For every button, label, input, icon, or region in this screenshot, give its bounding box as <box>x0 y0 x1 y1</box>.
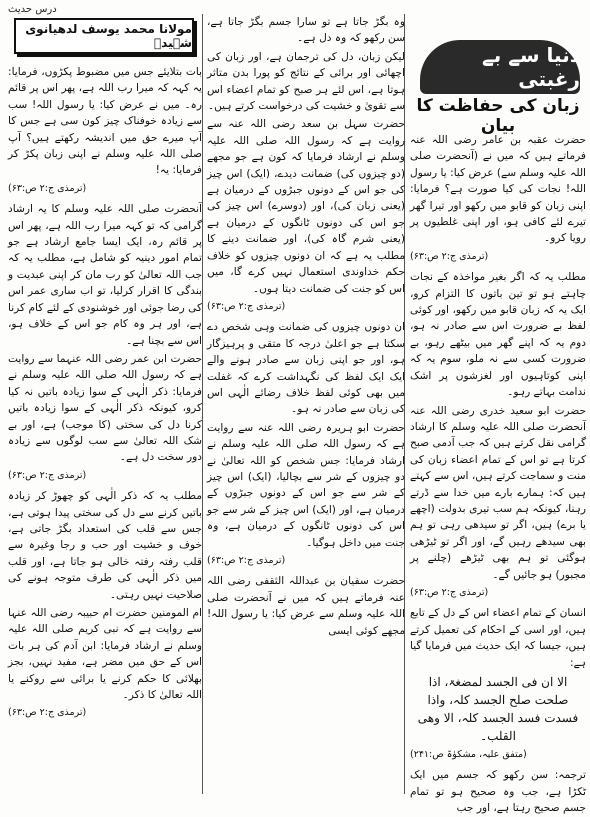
section-banner <box>420 40 580 94</box>
reference-citation: (ترمذی ج:۲ ص:۶۳) <box>8 469 87 481</box>
reference-citation: (ترمذی ج:۲ ص:۶۳) <box>8 182 87 194</box>
paragraph: ان دونوں چیزوں کی ضمانت وہی شخص دے سکتا ہے جو اعلیٰ درجہ کا متقی و پرہیزگار ہو، اور جو اپنی زبان سے صادر ہونے والے ایک ایک لفظ کی نگہداشت کرے کہ غفلت میں بھی کوئی لفظ خلاف رضائے الٰہی اس کی زبان سے صادر نہ ہو۔ <box>207 321 405 416</box>
paragraph: مطلب یہ کہ اگر بغیر مواخذہ کے نجات چاہتے ہو تو تین باتوں کا التزام کرو، ایک یہ کہ زبان قابو میں رکھو، اور کوئی لفظ بے ضرورت اس سے صادر نہ ہو، دوم یہ کہ اپنے گھر میں بیٹھے رہو، بے ضرورت کسی سے نہ ملو، سوم یہ کہ اپنی کوتاہیوں اور لغزشوں پر اشک ندامت بہاتے رہو۔ <box>410 271 586 399</box>
banner-text: دنیا سے بے رغبتی <box>482 43 580 91</box>
reference-citation: (ترمذی ج:۲ ص:۶۳) <box>410 586 489 598</box>
article-title: زبان کی حفاظت کا بیان <box>416 96 580 136</box>
right-column-body <box>410 132 586 817</box>
left-column-body <box>8 64 202 722</box>
left-column <box>6 64 204 794</box>
reference-citation: (ترمذی ج:۲ ص:۶۳) <box>8 707 87 719</box>
paragraph: انسان کے تمام اعضاء اس کے دل کے تابع ہیں، اور اسی کے احکام کی تعمیل کرتے ہیں، جیسا کہ ایک حدیث میں فرمایا گیا ہے: <box>410 607 586 669</box>
author-box <box>14 18 194 54</box>
middle-column <box>205 14 407 794</box>
section-tag: درس حدیث <box>8 4 57 15</box>
paragraph: بات بتلایئے جس میں مضبوط پکڑوں، فرمایا: یہ کہہ کہ میرا رب اللہ ہے، پھر اس پر قائم رہ۔ میں نے عرض کیا: یا رسول اللہ! سب سے زیادہ خوفناک چیز کون سی ہے جس کا آپ میرے حق میں اندیشہ رکھتے ہیں؟ آپ صلی اللہ علیہ وسلم نے اپنی زبان پکڑ کر فرمایا: یہ! <box>8 66 202 177</box>
paragraph: آنحضرت صلی اللہ علیہ وسلم کا یہ ارشاد گرامی کہ تو کہہ میرا رب اللہ ہے، پھر اس پر قائم رہ، ایک ایسا جامع ارشاد ہے جو تمام امور دینیہ کو شامل ہے، مطلب یہ کہ جب اللہ تعالیٰ کو رب مان کر اپنی عبدیت و بندگی کا اقرار کرلیا، تو اب ساری عمر اس کی رضا جوئی اور خوشنودی کے لئے کام کرنا ہے، اور ہر وہ کام جو اس کے خلاف ہو، اس سے بچنا ہے۔ <box>8 203 202 347</box>
arabic-hadith-text: الا ان فی الجسد لمضغۃ، اذا صلحت صلح الجسد کلہ، واذا فسدت فسد الجسد کلہ، الا وھی القلب۔ <box>417 675 579 743</box>
reference-citation: (ترمذی ج:۲ ص:۶۳) <box>410 250 489 262</box>
paragraph: ترجمہ: سن رکھو کہ جسم میں ایک ٹکڑا ہے، جب وہ صحیح ہو تو تمام جسم صحیح رہتا ہے، اور جب <box>410 769 586 815</box>
paragraph: حضرت ابن عمر رضی اللہ عنہما سے روایت ہے کہ رسول اللہ صلی اللہ علیہ وسلم نے فرمایا: ذکر الٰہی کے سوا زیادہ باتیں نہ کیا کرو، کیونکہ ذکر الٰہی کے سوا زیادہ باتیں کرنا دل کی سختی (کا موجب) ہے، اور بے شک اللہ تعالیٰ سے سب لوگوں سے زیادہ دور سخت دل ہے۔ <box>8 352 202 464</box>
paragraph: مطلب یہ کہ ذکر الٰہی کو چھوڑ کر زیادہ باتیں کرنے سے دل کی سختی پیدا ہوتی ہے، جس سے قلب کی استعداد بگڑ جاتی ہے، خوف و خشیت اور حب و رجا وغیرہ سے قلب رفتہ رفتہ خالی ہو جاتا ہے، اور قلب میں ذکر الٰہی کی طرف متوجہ ہونے کی صلاحیت نہیں رہتی۔ <box>8 490 202 601</box>
middle-column-body <box>207 14 405 639</box>
reference-citation: (ترمذی ج:۲ ص:۶۳) <box>207 300 286 312</box>
reference-citation: (متفق علیہ، مشکوٰۃ ص:۲۴۱) <box>410 749 527 760</box>
author-name: مولانا محمد یوسف لدھیانوی شہیدؒ <box>25 22 192 50</box>
paragraph: ام المومنین حضرت ام حبیبہ رضی اللہ عنہا سے روایت ہے کہ نبی کریم صلی اللہ علیہ وسلم نے ارشاد فرمایا: ابن آدم کی ہر بات اس کے حق میں مضر ہے، مفید نہیں، بجز بھلائی کا حکم کرنے یا برائی سے روکنے یا اللہ تعالیٰ کا ذکر۔ <box>8 607 202 702</box>
paragraph: حضرت عقبہ بن عامر رضی اللہ عنہ فرماتے ہیں کہ میں نے (آنحضرت صلی اللہ علیہ وسلم سے) عرض کیا: یا رسول اللہ! نجات کی کیا صورت ہے؟ فرمایا: اپنی زبان کو قابو میں رکھو اور تیرا گھر تیرے لئے کافی ہو، اور اپنی غلطیوں پر رویا کرو۔ <box>410 134 586 245</box>
reference-citation: (ترمذی ج:۲ ص:۶۳) <box>207 555 286 566</box>
paragraph: حضرت ابو ہریرہ رضی اللہ عنہ سے روایت ہے کہ رسول اللہ صلی اللہ علیہ وسلم نے ارشاد فرمایا: جس شخص کو اللہ تعالیٰ نے دو چیزوں کے شر سے بچالیا، (ایک) اس چیز کے شر سے جو اس کے دونوں جبڑوں کے درمیان ہے، اور (ایک) اس چیز کے شر سے جو اس کی دونوں ٹانگوں کے درمیان ہے، وہ جنت میں داخل ہوگیا۔ <box>207 421 405 549</box>
paragraph: حضرت سفیان بن عبداللہ الثقفی رضی اللہ عنہ فرماتے ہیں کہ میں نے آنحضرت صلی اللہ علیہ وسلم سے عرض کیا: یا رسول اللہ! مجھے کوئی ایسی <box>207 575 405 637</box>
paragraph: حضرت ابو سعید خدری رضی اللہ عنہ آنحضرت صلی اللہ علیہ وسلم کا ارشاد گرامی نقل کرتے ہیں کہ جب آدمی صبح کرتا ہے تو اس کے تمام اعضاء زبان کی منت و سماجت کرتے ہیں، اس سے کہتے ہیں کہ: ہمارے بارے میں خدا سے ڈرتے رہنا، کیونکہ ہم سب تیری بدولت (اچھے یا برے) ہیں، اگر تو سیدھی رہی تو ہم بھی سیدھے رہیں گے، اور اگر تو ٹیڑھی ہوگئی تو ہم بھی ٹیڑھے (چلنے پر مجبور) ہو جائیں گے۔ <box>410 404 586 581</box>
paragraph: وہ بگڑ جاتا ہے تو سارا جسم بگڑ جاتا ہے، سن رکھو کہ وہ دل ہے۔ <box>207 16 405 45</box>
paragraph: حضرت سہل بن سعد رضی اللہ عنہ سے روایت ہے کہ رسول اللہ صلی اللہ علیہ وسلم نے ارشاد فرمایا کہ کون ہے جو مجھے (دو چیزوں کی) ضمانت دیدے، (ایک) اس چیز کی جو اس کے دونوں جبڑوں کے درمیان ہے (یعنی زبان کی)، اور (دوسرے) اس چیز کی جو اس کی دونوں ٹانگوں کے درمیان ہے (یعنی شرم گاہ کی)، اور ضمانت دینے کا مطلب یہ ہے کہ ان دونوں چیزوں کو خلاف حکم خداوندی استعمال نہیں کرے گا، میں اس کو جنت کی ضمانت دیتا ہوں۔ <box>207 118 405 295</box>
paragraph: لیکن زبان، دل کی ترجمان ہے، اور زبان کی اچھائی اور برائی کے نتائج کو پورا بدن متاثر ہوتا ہے، اس لئے ہر صبح کو تمام اعضاء اس سے تقویٰ و خشیت کی درخواست کرتے ہیں۔ <box>207 50 405 113</box>
